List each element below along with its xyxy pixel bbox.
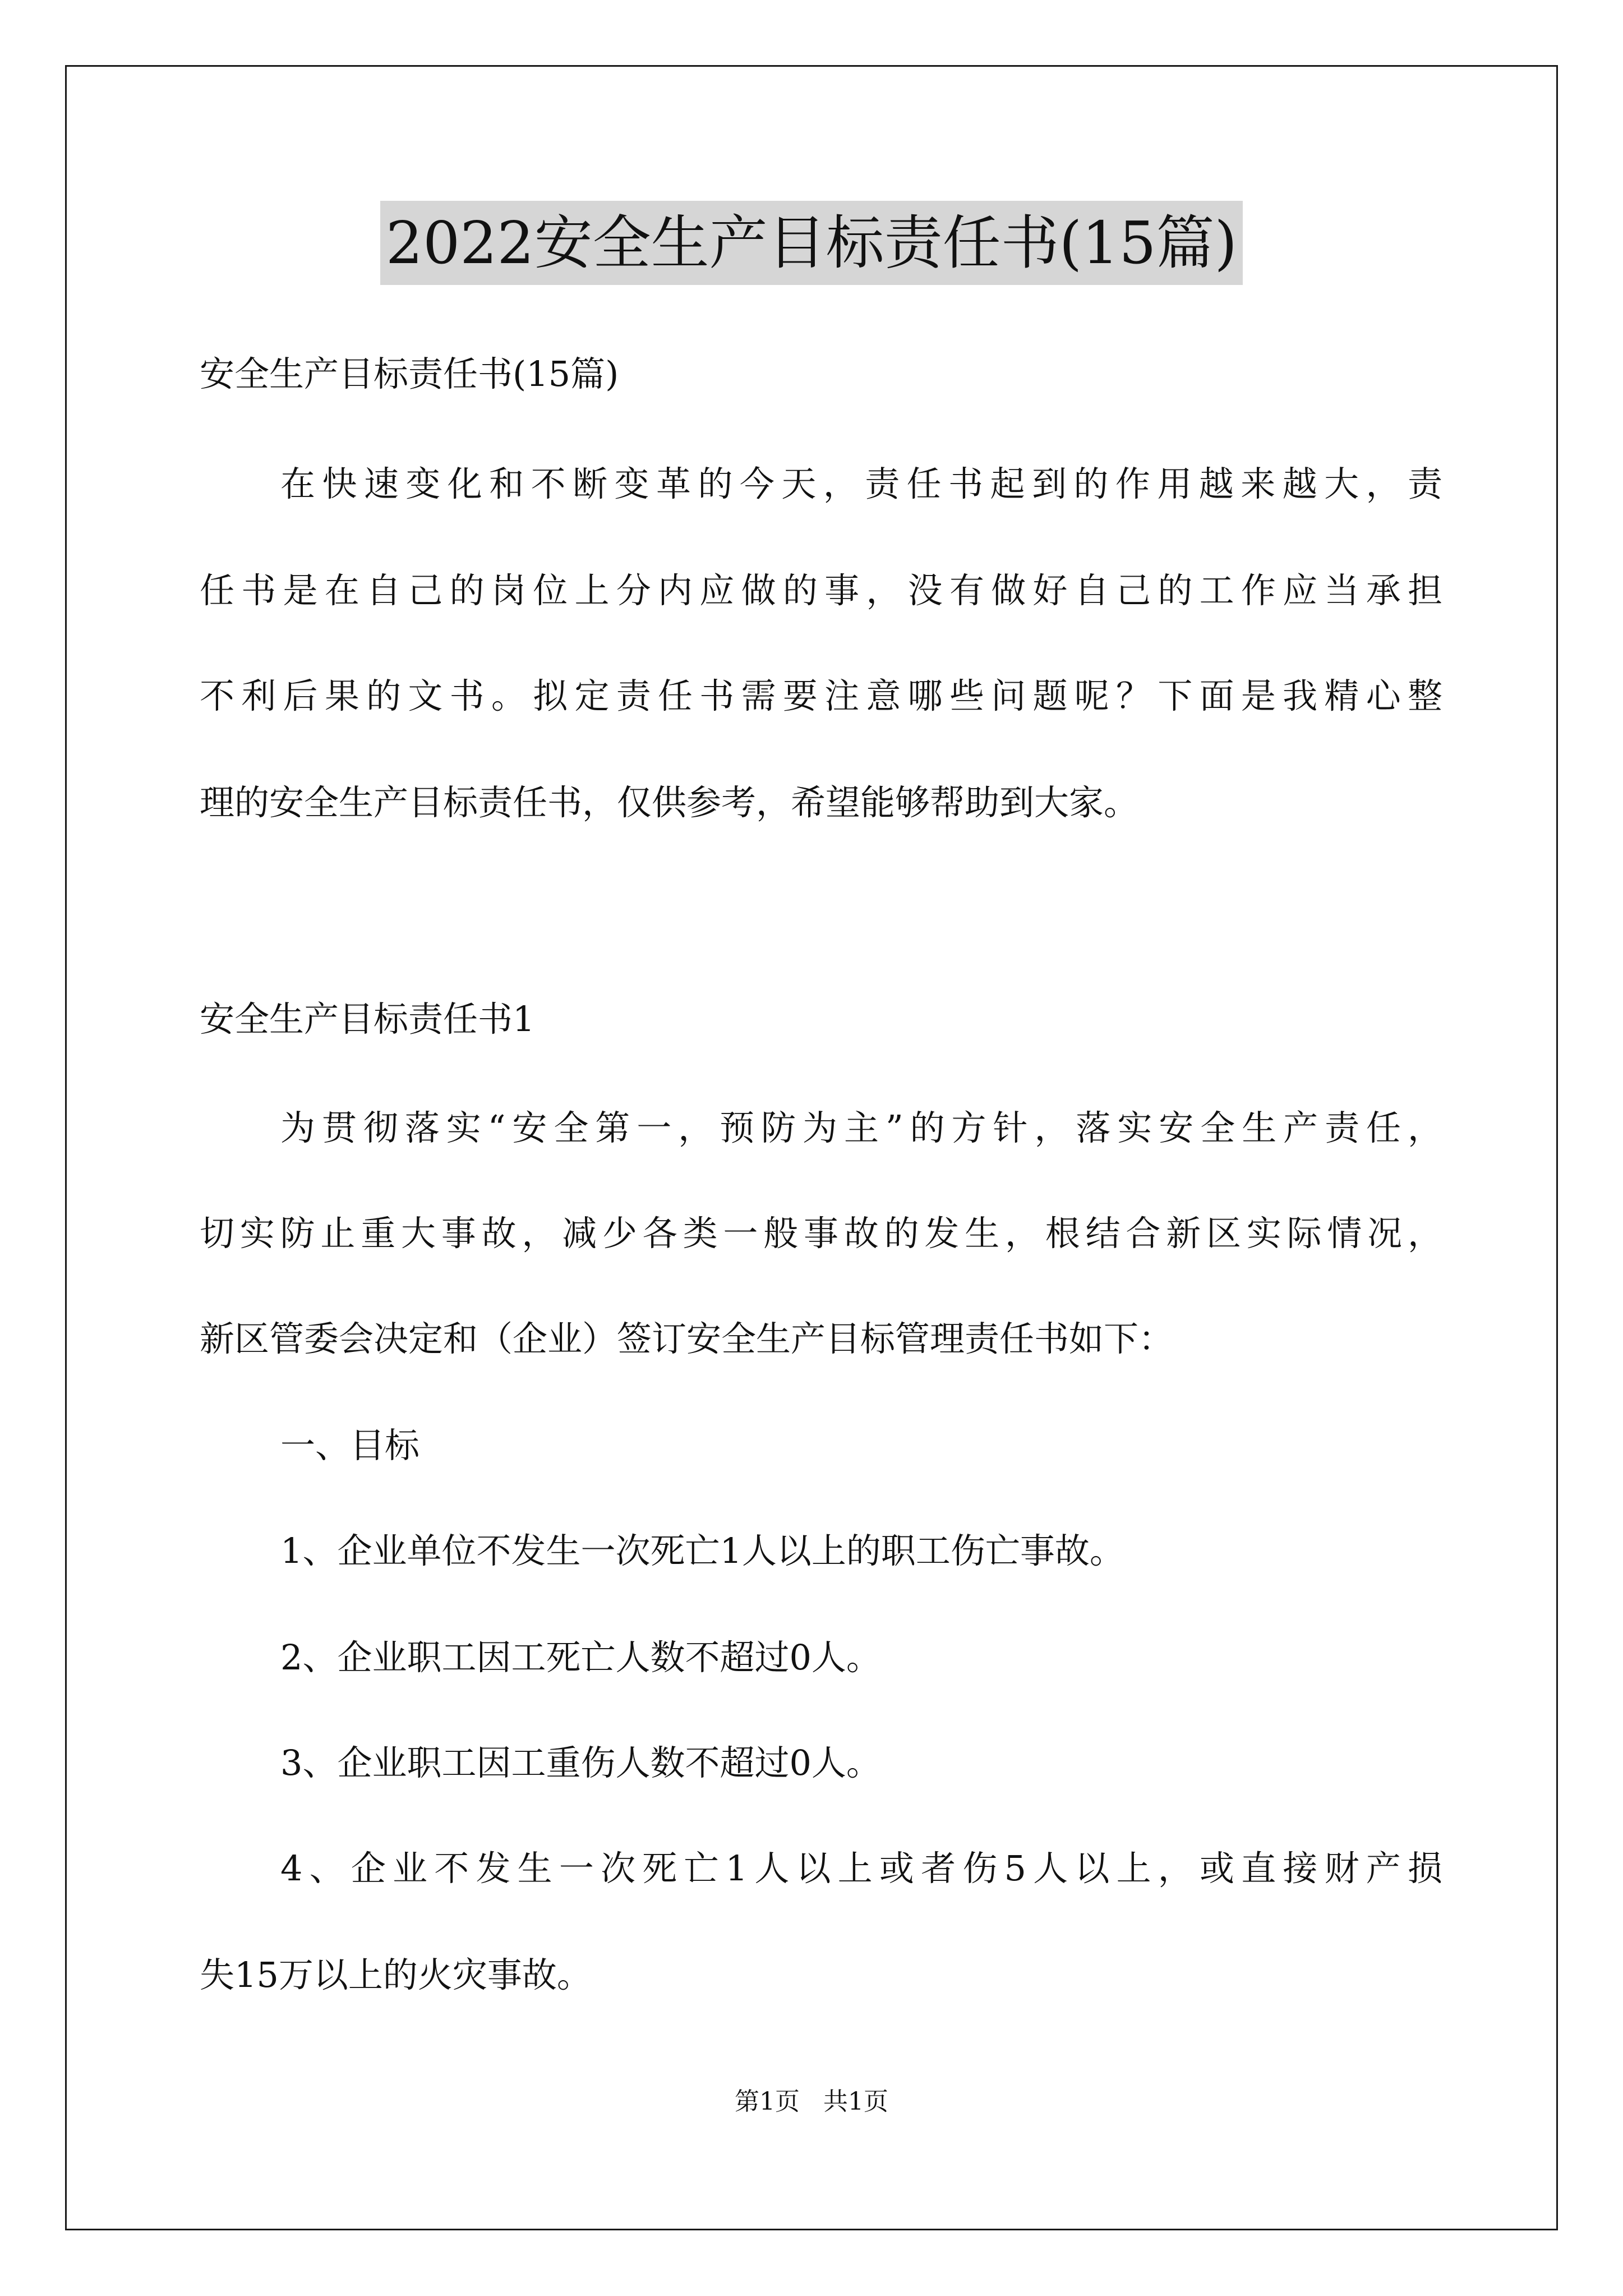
goal-4-line-1: 4、企业不发生一次死亡1人以上或者伤5人以上，或直接财产损	[280, 1848, 1442, 1889]
section-line-1: 为贯彻落实“安全第一，预防为主”的方针，落实安全生产责任，	[280, 1107, 1442, 1148]
goals-heading: 一、目标	[280, 1425, 420, 1466]
title-wrap	[0, 201, 1623, 285]
goal-2: 2、企业职工因工死亡人数不超过0人。	[280, 1637, 881, 1678]
section-line-3: 新区管委会决定和（企业）签订安全生产目标管理责任书如下：	[200, 1318, 1174, 1359]
goal-4-line-2: 失15万以上的火灾事故。	[200, 1954, 592, 1995]
intro-line-1: 在快速变化和不断变革的今天，责任书起到的作用越来越大，责	[280, 463, 1442, 504]
goal-3: 3、企业职工因工重伤人数不超过0人。	[280, 1742, 881, 1783]
section-line-2: 切实防止重大事故，减少各类一般事故的发生，根结合新区实际情况，	[200, 1213, 1442, 1254]
section-heading: 安全生产目标责任书1	[200, 999, 535, 1039]
document-title: 2022安全生产目标责任书(15篇)	[380, 201, 1243, 285]
intro-line-3: 不利后果的文书。拟定责任书需要注意哪些问题呢？下面是我精心整	[200, 675, 1442, 716]
intro-line-2: 任书是在自己的岗位上分内应做的事，没有做好自己的工作应当承担	[200, 570, 1442, 611]
footer-page-total: 共1页	[823, 2087, 888, 2116]
document-subtitle: 安全生产目标责任书(15篇)	[200, 353, 619, 394]
page-footer	[0, 2081, 1623, 2117]
intro-line-4: 理的安全生产目标责任书，仅供参考，希望能够帮助到大家。	[200, 782, 1139, 823]
footer-page-number: 第1页	[735, 2087, 800, 2116]
goal-1: 1、企业单位不发生一次死亡1人以上的职工伤亡事故。	[280, 1530, 1124, 1571]
